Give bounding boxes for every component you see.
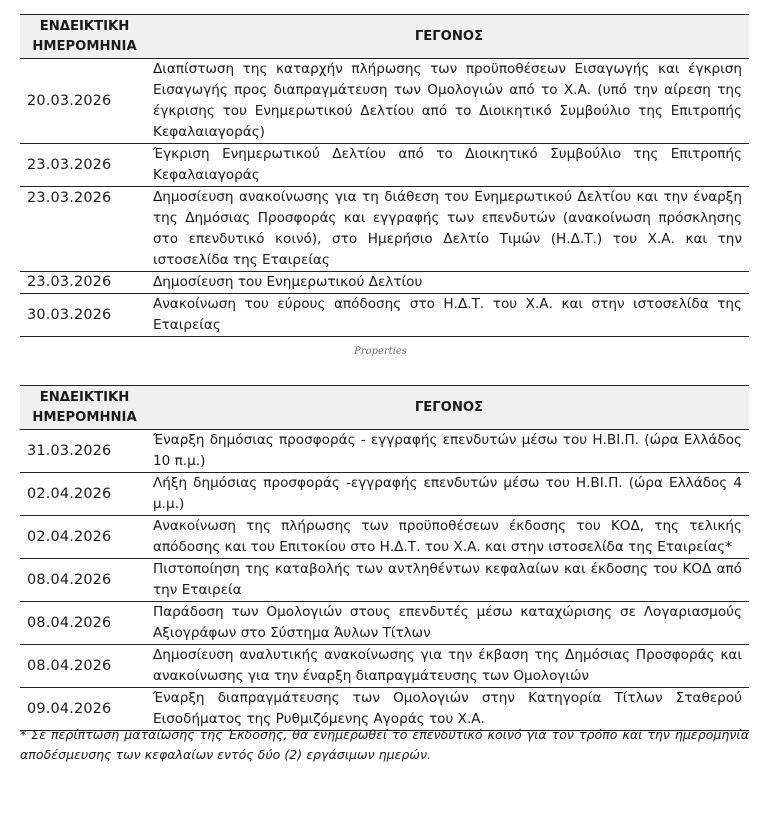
row-event: Δημοσίευση ανακοίνωσης για τη διάθεση του Ενημερωτικού Δελτίου και την έναρξη της Δημόσιας Προσφοράς και εγγραφής των επενδυτών (ανακοίνωση πρόσκλησης στο επενδυτικό κοινό), στο Ημερήσιο Δελτίο Τιμών (Η.Δ.Τ.) του Χ.Α. και την ιστοσελίδα της Εταιρείας [149,187,749,272]
table-row [20,272,749,294]
row-date: 08.04.2026 [20,559,149,602]
table-row [20,294,749,337]
row-date: 09.04.2026 [20,688,149,731]
row-event: Ανακοίνωση της πλήρωσης των προϋποθέσεων έκδοσης του ΚΟΔ, της τελικής απόδοσης και του Επιτοκίου στο Η.Δ.Τ. του Χ.Α. και στην ιστοσελίδα της Εταιρείας* [149,516,749,559]
table-row [20,516,749,559]
row-date: 20.03.2026 [20,59,149,144]
row-event: Έναρξη διαπραγμάτευσης των Ομολογιών στην Κατηγορία Τίτλων Σταθερού Εισοδήματος της Ρυθμιζόμενης Αγοράς του Χ.Α. [149,688,749,731]
header-row [20,15,749,59]
figure-caption: Properties [354,346,407,357]
row-date: 02.04.2026 [20,516,149,559]
row-date: 08.04.2026 [20,645,149,688]
table-row [20,144,749,187]
row-event: Ανακοίνωση του εύρους απόδοσης στο Η.Δ.Τ. του Χ.Α. και στην ιστοσελίδα της Εταιρείας [149,294,749,337]
table-header [20,15,749,59]
row-date: 23.03.2026 [20,187,149,272]
footnote: * Σε περίπτωση ματαίωσης της Έκδοσης, θα ενημερωθεί το επενδυτικό κοινό για τον τρόπο και την ημερομηνία αποδέσμευσης των κεφαλαίων εντός δύο (2) εργάσιμων ημερών. [20,727,749,762]
row-event: Διαπίστωση της καταρχήν πλήρωσης των προϋποθέσεων Εισαγωγής και έγκριση Εισαγωγής προς διαπραγμάτευση των Ομολογιών από το Χ.Α. (υπό την αίρεση της έγκρισης του Ενημερωτικού Δελτίου από το Διοικητικό Συμβούλιο της Επιτροπής Κεφαλαιαγοράς) [149,59,749,144]
row-date: 02.04.2026 [20,473,149,516]
timeline-table-2 [20,385,749,731]
table-row [20,187,749,272]
header-row [20,386,749,430]
column-header-date: ΕΝΔΕΙΚΤΙΚΗ ΗΜΕΡΟΜΗΝΙΑ [20,15,149,59]
row-date: 30.03.2026 [20,294,149,337]
table-row [20,59,749,144]
table-row [20,559,749,602]
row-event: Έγκριση Ενημερωτικού Δελτίου από το Διοικητικό Συμβούλιο της Επιτροπής Κεφαλαιαγοράς [149,144,749,187]
table-row [20,430,749,473]
column-header-event: ΓΕΓΟΝΟΣ [149,15,749,59]
column-header-date: ΕΝΔΕΙΚΤΙΚΗ ΗΜΕΡΟΜΗΝΙΑ [20,386,149,430]
row-event: Δημοσίευση του Ενημερωτικού Δελτίου [149,272,749,294]
table-header [20,386,749,430]
row-event: Έναρξη δημόσιας προσφοράς - εγγραφής επενδυτών μέσω του Η.ΒΙ.Π. (ώρα Ελλάδος 10 π.μ.) [149,430,749,473]
table-row [20,473,749,516]
row-event: Λήξη δημόσιας προσφοράς -εγγραφής επενδυτών μέσω του Η.ΒΙ.Π. (ώρα Ελλάδος 4 μ.μ.) [149,473,749,516]
column-header-event: ΓΕΓΟΝΟΣ [149,386,749,430]
row-event: Δημοσίευση αναλυτικής ανακοίνωσης για την έκβαση της Δημόσιας Προσφοράς και ανακοίνωσης για την έναρξη διαπραγμάτευσης των Ομολογιών [149,645,749,688]
row-date: 31.03.2026 [20,430,149,473]
table-row [20,645,749,688]
row-date: 08.04.2026 [20,602,149,645]
row-date: 23.03.2026 [20,144,149,187]
table-row [20,602,749,645]
row-event: Πιστοποίηση της καταβολής των αντληθέντων κεφαλαίων και έκδοσης του ΚΟΔ από την Εταιρεία [149,559,749,602]
row-date: 23.03.2026 [20,272,149,294]
row-event: Παράδοση των Ομολογιών στους επενδυτές μέσω καταχώρισης σε Λογαριασμούς Αξιογράφων στο Σύστημα Άυλων Τίτλων [149,602,749,645]
timeline-table-1 [20,14,749,337]
